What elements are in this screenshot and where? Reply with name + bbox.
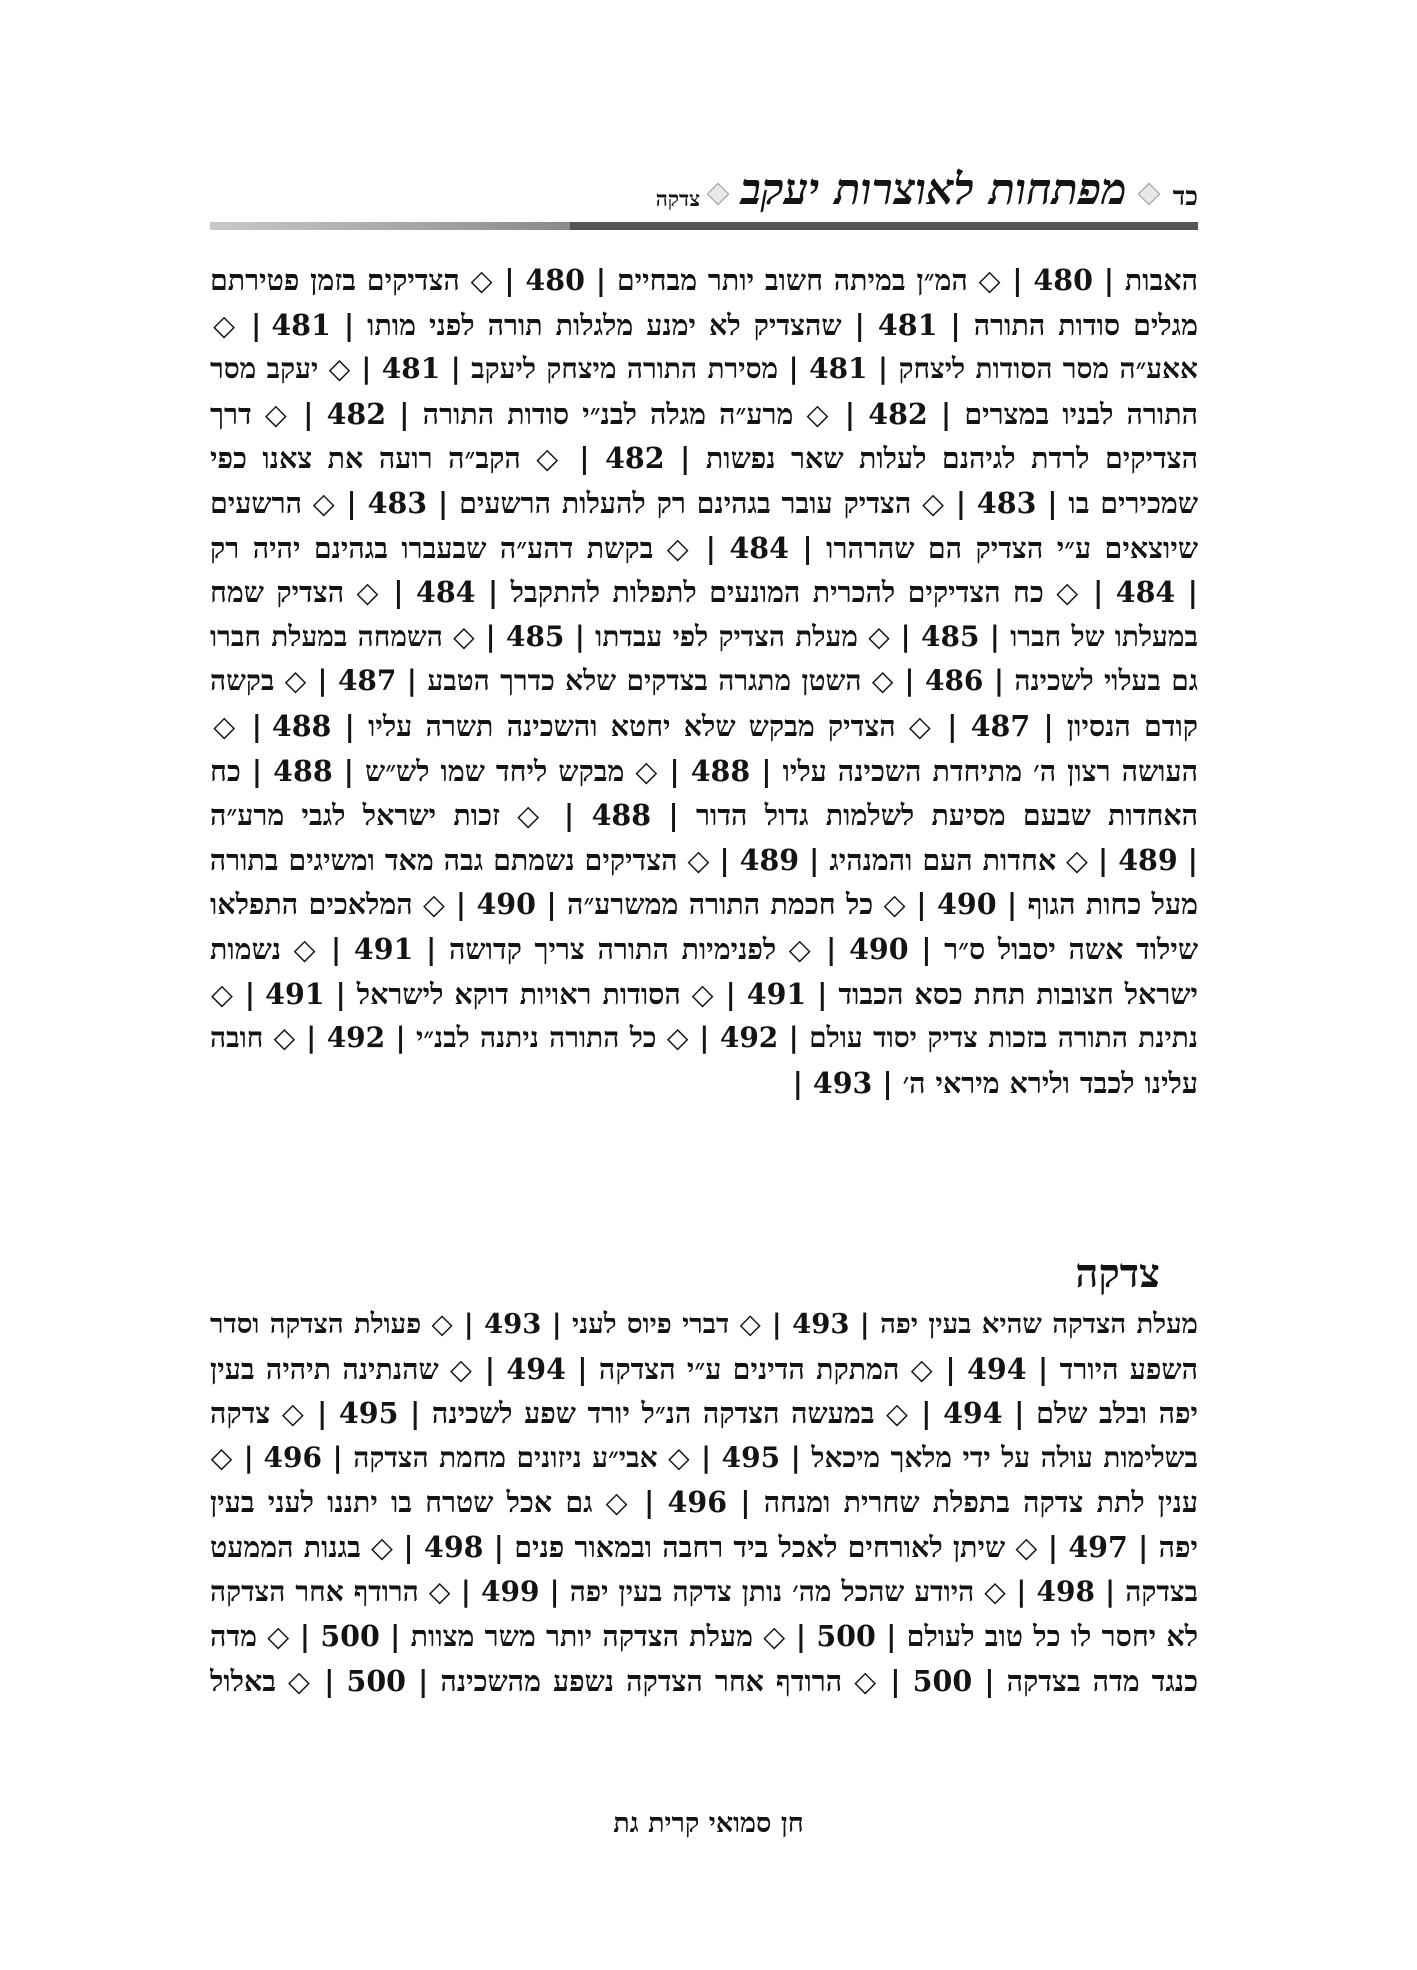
text-line: הצדיקים לרדת לגיהנם לעלות שאר נפשות | 482 | ◇ הקב״ה רועה את צאנו כפי [210, 441, 1198, 476]
text-line: שילוד אשה יסבול ס״ר | 490 | ◇ לפנימיות התורה צריך קדושה | 491 | ◇ נשמות [210, 931, 1198, 966]
index-text-block [210, 1302, 1198, 1703]
header-rule-gradient [210, 222, 570, 230]
text-line: יפה | 497 | ◇ שיתן לאורחים לאכל ביד רחבה ובמאור פנים | 498 | ◇ בגנות הממעט [210, 1529, 1198, 1564]
text-line: עלינו לכבד ולירא מיראי ה׳ | 493 | [792, 1065, 1198, 1100]
text-line: מעל כחות הגוף | 490 | ◇ כל חכמת התורה ממשרע״ה | 490 | ◇ המלאכים התפלאו [210, 887, 1198, 922]
text-line: שיוצאים ע״י הצדיק הם שהרהרו | 484 | ◇ בקשת דהע״ה שבעברו בגהינם יהיה רק [210, 530, 1198, 565]
text-line: העושה רצון ה׳ מתיחדת השכינה עליו | 488 | ◇ מבקש ליחד שמו לש״ש | 488 | כח [210, 753, 1198, 788]
text-line: ענין לתת צדקה בתפלת שחרית ומנחה | 496 | ◇ גם אכל שטרח בו יתננו לעני בעין [210, 1485, 1198, 1520]
text-line: נתינת התורה בזכות צדיק יסוד עולם | 492 | ◇ כל התורה ניתנה לבנ״י | 492 | ◇ חובה [210, 1021, 1198, 1055]
diamond-icon [707, 183, 730, 206]
page-footer: חן סמואי קרית גת [613, 1808, 804, 1839]
text-line: אאע״ה מסר הסודות ליצחק | 481 | מסירת התורה מיצחק ליעקב | 481 | ◇ יעקב מסר [210, 352, 1198, 386]
text-line: גם בעלוי לשכינה | 486 | ◇ השטן מתגרה בצדקים שלא כדרך הטבע | 487 | ◇ בקשה [210, 664, 1198, 698]
section-heading: צדקה [1075, 1250, 1160, 1297]
running-header [210, 165, 1198, 215]
text-line: | 489 | ◇ אחדות העם והמנהיג | 489 | ◇ הצדיקים נשמתם גבה מאד ומשיגים בתורה [210, 842, 1198, 877]
text-line: קודם הנסיון | 487 | ◇ הצדיק מבקש שלא יחטא והשכינה תשרה עליו | 488 | ◇ [210, 708, 1198, 743]
text-line: מעלת הצדקה שהיא בעין יפה | 493 | ◇ דברי פיוס לעני | 493 | ◇ פעולת הצדקה וסדר [210, 1308, 1198, 1340]
text-line: האחדות שבעם מסיעת לשלמות גדול הדור | 488 | ◇ זכות ישראל לגבי מרע״ה [210, 798, 1198, 833]
text-line: השפע היורד | 494 | ◇ המתקת הדינים ע״י הצדקה | 494 | ◇ שהנתינה תיהיה בעין [210, 1351, 1198, 1386]
text-line: יפה ובלב שלם | 494 | ◇ במעשה הצדקה הנ״ל יורד שפע לשכינה | 495 | ◇ צדקה [210, 1396, 1198, 1431]
text-line: כנגד מדה בצדקה | 500 | ◇ הרודף אחר הצדקה נשפע מהשכינה | 500 | ◇ באלול [210, 1663, 1198, 1698]
page-number: כד [1172, 182, 1198, 212]
index-text-block [210, 258, 1198, 1105]
book-title: מפתחות לאוצרות יעקב [740, 165, 1127, 215]
text-line: | 484 | ◇ כח הצדיקים להכרית המונעים לתפלות להתקבל | 484 | ◇ הצדיק שמח [210, 575, 1198, 610]
diamond-icon [1137, 183, 1160, 206]
text-line: לא יחסר לו כל טוב לעולם | 500 | ◇ מעלת הצדקה יותר משר מצוות | 500 | ◇ מדה [210, 1619, 1198, 1654]
text-line: האבות | 480 | ◇ המ״ן במיתה חשוב יותר מבחיים | 480 | ◇ הצדיקים בזמן פטירתם [210, 263, 1198, 297]
running-section-name: צדקה [655, 186, 701, 211]
text-line: במעלתו של חברו | 485 | ◇ מעלת הצדיק לפי עבדתו | 485 | ◇ השמחה במעלת חברו [210, 619, 1198, 653]
text-line: התורה לבניו במצרים | 482 | ◇ מרע״ה מגלה לבנ״י סודות התורה | 482 | ◇ דרך [210, 396, 1198, 431]
text-line: מגלים סודות התורה | 481 | שהצדיק לא ימנע מלגלות תורה לפני מותו | 481 | ◇ [210, 307, 1198, 342]
text-line: בשלימות עולה על ידי מלאך מיכאל | 495 | ◇ אבי״ע ניזונים מחמת הצדקה | 496 | ◇ [210, 1440, 1198, 1474]
text-line: שמכירים בו | 483 | ◇ הצדיק עובר בגהינם רק להעלות הרשעים | 483 | ◇ הרשעים [210, 485, 1198, 520]
text-line: ישראל חצובות תחת כסא הכבוד | 491 | ◇ הסודות ראויות דוקא לישראל | 491 | ◇ [210, 976, 1198, 1011]
text-line: בצדקה | 498 | ◇ היודע שהכל מה׳ נותן צדקה בעין יפה | 499 | ◇ הרודף אחר הצדקה [210, 1574, 1198, 1608]
